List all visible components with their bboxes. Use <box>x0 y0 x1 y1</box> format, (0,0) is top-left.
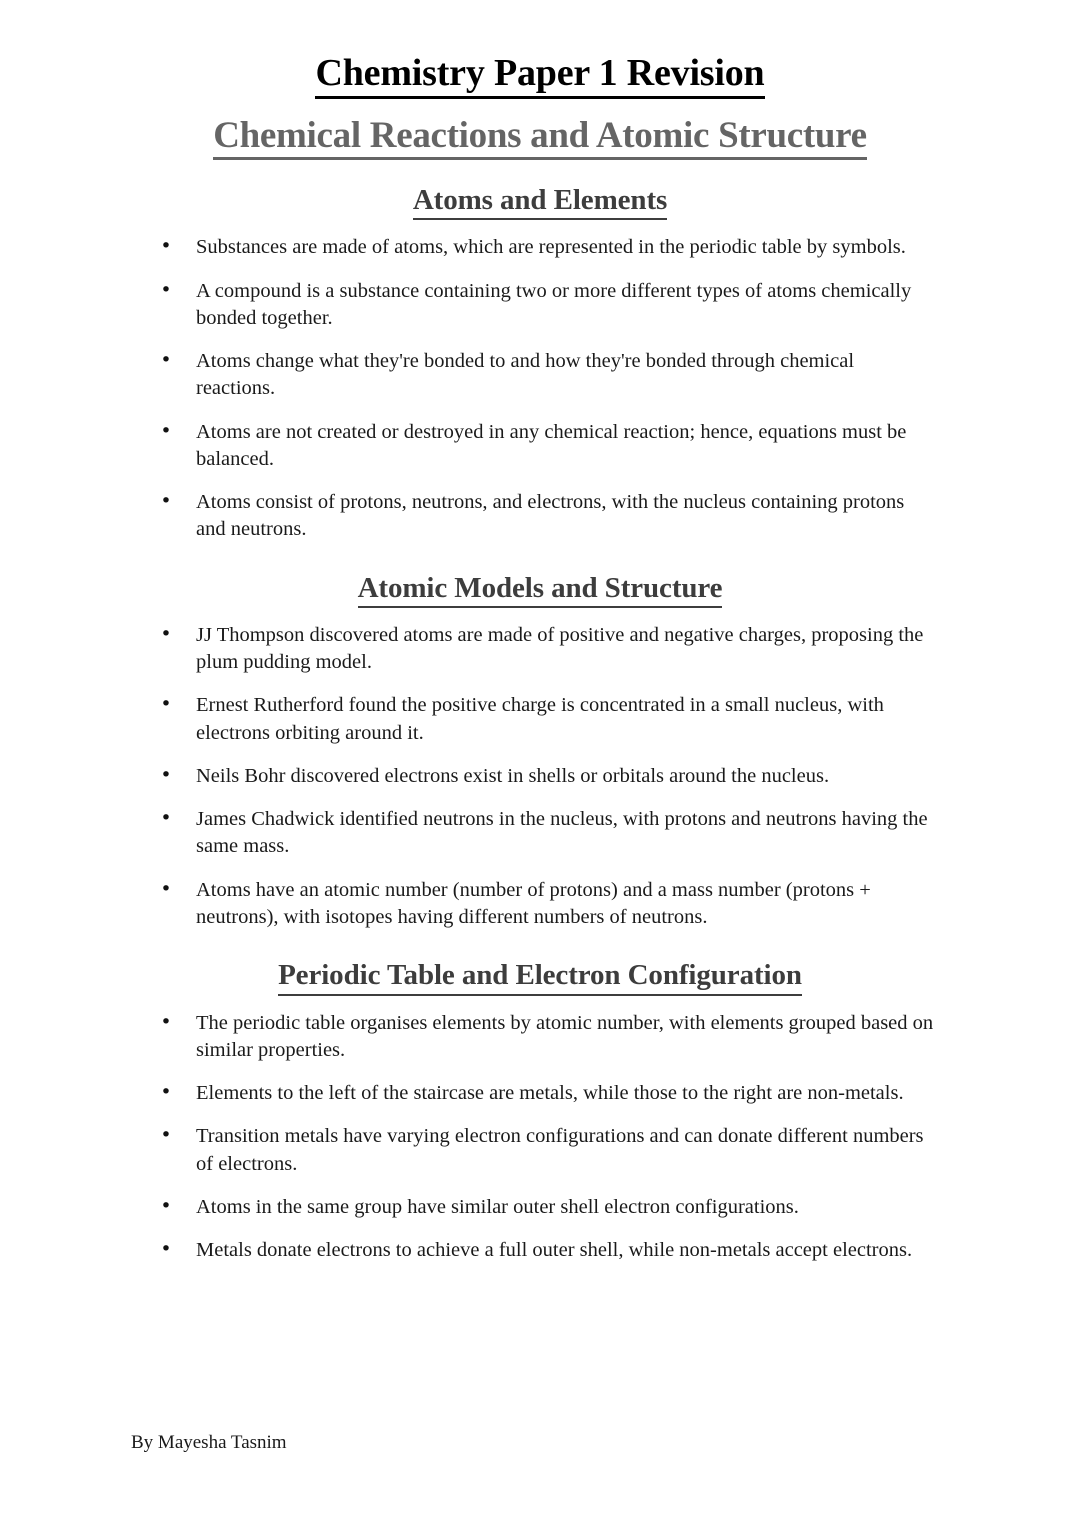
list-item-text: James Chadwick identified neutrons in the nucleus, with protons and neutrons having the same mass. <box>196 808 928 858</box>
bullet-point-icon: • <box>160 807 172 830</box>
page-subtitle <box>0 99 1080 160</box>
bullet-list-periodic-table-and-electron-configuration <box>0 1010 1080 1265</box>
bullet-point-icon: • <box>160 278 172 301</box>
list-item <box>0 877 1080 932</box>
list-item <box>0 1123 1080 1178</box>
page-title-text: Chemistry Paper 1 Revision <box>315 52 764 99</box>
bullet-point-icon: • <box>160 763 172 786</box>
bullet-point-icon: • <box>160 1194 172 1217</box>
list-item-text: Elements to the left of the staircase are metals, while those to the right are non-metals. <box>196 1082 904 1105</box>
list-item-text: A compound is a substance containing two or more different types of atoms chemically bonded together. <box>196 279 912 329</box>
bullet-point-icon: • <box>160 1238 172 1261</box>
author-byline: By Mayesha Tasnim <box>131 1432 287 1453</box>
bullet-point-icon: • <box>160 349 172 372</box>
bullet-point-icon: • <box>160 1010 172 1033</box>
list-item <box>0 348 1080 403</box>
section-heading-text: Atoms and Elements <box>413 184 667 220</box>
list-item-text: Atoms in the same group have similar outer shell electron configurations. <box>196 1195 799 1218</box>
list-item <box>0 234 1080 261</box>
list-item-text: JJ Thompson discovered atoms are made of positive and negative charges, proposing the plum pudding model. <box>196 623 924 674</box>
page-title <box>0 0 1080 99</box>
list-item <box>0 622 1080 677</box>
bullet-point-icon: • <box>160 693 172 716</box>
list-item <box>0 1010 1080 1065</box>
list-item <box>0 278 1080 333</box>
bullet-point-icon: • <box>160 622 172 645</box>
list-item <box>0 1237 1080 1264</box>
bullet-point-icon: • <box>160 1124 172 1147</box>
list-item <box>0 419 1080 474</box>
page-subtitle-text: Chemical Reactions and Atomic Structure <box>213 115 867 160</box>
list-item-text: Metals donate electrons to achieve a full outer shell, while non-metals accept electrons. <box>196 1239 913 1262</box>
bullet-point-icon: • <box>160 419 172 442</box>
list-item-text: Substances are made of atoms, which are represented in the periodic table by symbols. <box>196 236 906 259</box>
list-item <box>0 1194 1080 1221</box>
list-item-text: Neils Bohr discovered electrons exist in shells or orbitals around the nucleus. <box>196 764 830 787</box>
list-item-text: The periodic table organises elements by atomic number, with elements grouped based on similar properties. <box>196 1011 934 1061</box>
bullet-list-atoms-and-elements <box>0 234 1080 543</box>
bullet-point-icon: • <box>160 1081 172 1104</box>
bullet-point-icon: • <box>160 490 172 513</box>
list-item-text: Ernest Rutherford found the positive charge is concentrated in a small nucleus, with electrons orbiting around it. <box>196 694 884 744</box>
bullet-point-icon: • <box>160 235 172 258</box>
list-item-text: Atoms change what they're bonded to and how they're bonded through chemical reactions. <box>196 350 855 400</box>
list-item-text: Atoms have an atomic number (number of protons) and a mass number (protons + neutrons), with isotopes having different numbers of neutrons. <box>196 878 871 928</box>
section-heading-text: Periodic Table and Electron Configuration <box>278 959 802 995</box>
list-item-text: Transition metals have varying electron configurations and can donate different numbers of electrons. <box>196 1125 924 1175</box>
list-item <box>0 692 1080 747</box>
list-item <box>0 806 1080 861</box>
list-item <box>0 1080 1080 1107</box>
bullet-list-atomic-models-and-structure <box>0 622 1080 931</box>
section-heading-periodic-table-and-electron-configuration <box>0 931 1080 995</box>
list-item <box>0 489 1080 544</box>
list-item <box>0 763 1080 790</box>
section-heading-atomic-models-and-structure <box>0 544 1080 608</box>
bullet-point-icon: • <box>160 877 172 900</box>
list-item-text: Atoms consist of protons, neutrons, and electrons, with the nucleus containing protons and neutrons. <box>196 491 905 541</box>
section-heading-atoms-and-elements <box>0 160 1080 220</box>
section-heading-text: Atomic Models and Structure <box>358 572 723 608</box>
list-item-text: Atoms are not created or destroyed in any chemical reaction; hence, equations must be balanced. <box>196 420 907 470</box>
